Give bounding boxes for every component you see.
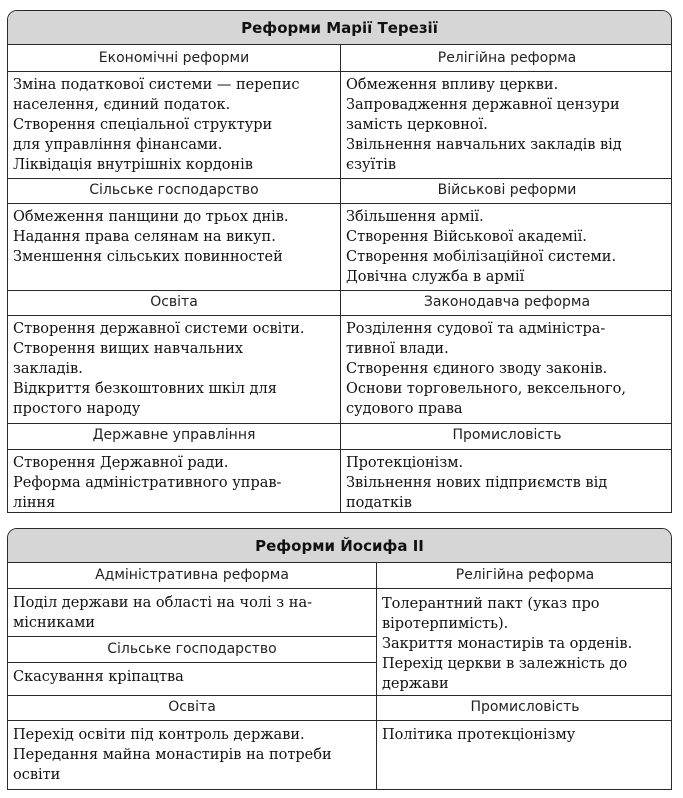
- header-military: Військові реформи: [437, 182, 577, 198]
- cell-religious: Обмеження впливу церкви. Запровадження державної цензури замість церковної. Звільнення навчальних закладів від єзуїтів: [346, 77, 622, 173]
- row-divider: [8, 636, 376, 637]
- row-divider: [8, 290, 672, 291]
- row-divider: [8, 588, 672, 589]
- maria-theresa-table: [7, 10, 672, 513]
- row-divider: [8, 71, 672, 72]
- header-industry-2: Промисловість: [470, 699, 580, 715]
- row-divider: [8, 449, 672, 450]
- cell-industry: Протекціонізм. Звільнення нових підприємств від податків: [346, 455, 608, 511]
- cell-education: Створення державної системи освіти. Створення вищих навчальних закладів. Відкриття безкоштовних шкіл для простого народу: [13, 321, 305, 417]
- header-religious: Релігійна реформа: [437, 50, 577, 66]
- cell-government: Створення Державної ради. Реформа адміністративного управ- ління: [13, 455, 282, 511]
- header-industry: Промисловість: [452, 427, 562, 443]
- row-divider: [8, 203, 672, 204]
- row-divider: [8, 315, 672, 316]
- cell-legislative: Розділення судової та адміністра- тивної влади. Створення єдиного зводу законів. Основи торговельного, вексельного, судового права: [346, 321, 626, 417]
- joseph-ii-title: Реформи Йосифа II: [8, 529, 671, 563]
- cell-military: Збільшення армії. Створення Військової академії. Створення мобілізаційної системи. Довічна служба в армії: [346, 209, 617, 285]
- cell-administrative: Поділ держави на області на чолі з на- місниками: [13, 595, 313, 631]
- header-education: Освіта: [150, 294, 198, 310]
- cell-religious-2: Толерантний пакт (указ про віротерпимість). Закриття монастирів та орденів. Перехід церкви в залежність до держави: [382, 596, 633, 692]
- header-administrative: Адміністративна реформа: [95, 567, 289, 583]
- row-divider: [8, 720, 672, 721]
- header-education-2: Освіта: [168, 699, 216, 715]
- joseph-ii-table: [7, 528, 672, 790]
- row-divider: [8, 695, 672, 696]
- header-government: Державне управління: [92, 427, 256, 443]
- header-agriculture: Сільське господарство: [89, 182, 259, 198]
- cell-agriculture-2: Скасування кріпацтва: [13, 669, 184, 685]
- header-agriculture-2: Сільське господарство: [107, 641, 277, 657]
- cell-industry-2: Політика протекціонізму: [382, 727, 576, 743]
- maria-theresa-title: Реформи Марії Терезії: [8, 11, 671, 45]
- header-legislative: Законодавча реформа: [423, 294, 591, 310]
- row-divider: [8, 178, 672, 179]
- header-economic: Економічні реформи: [98, 50, 250, 66]
- row-divider: [8, 662, 376, 663]
- header-religious-2: Релігійна реформа: [455, 567, 595, 583]
- cell-agriculture: Обмеження панщини до трьох днів. Надання права селянам на викуп. Зменшення сільських повинностей: [13, 209, 289, 265]
- cell-economic: Зміна податкової системи — перепис населення, єдиний податок. Створення спеціальної структури для управління фінансами. Ліквідація внутрішніх кордонів: [13, 77, 300, 173]
- cell-education-2: Перехід освіти під контроль держави. Передання майна монастирів на потреби освіти: [13, 727, 332, 783]
- row-divider: [8, 423, 672, 424]
